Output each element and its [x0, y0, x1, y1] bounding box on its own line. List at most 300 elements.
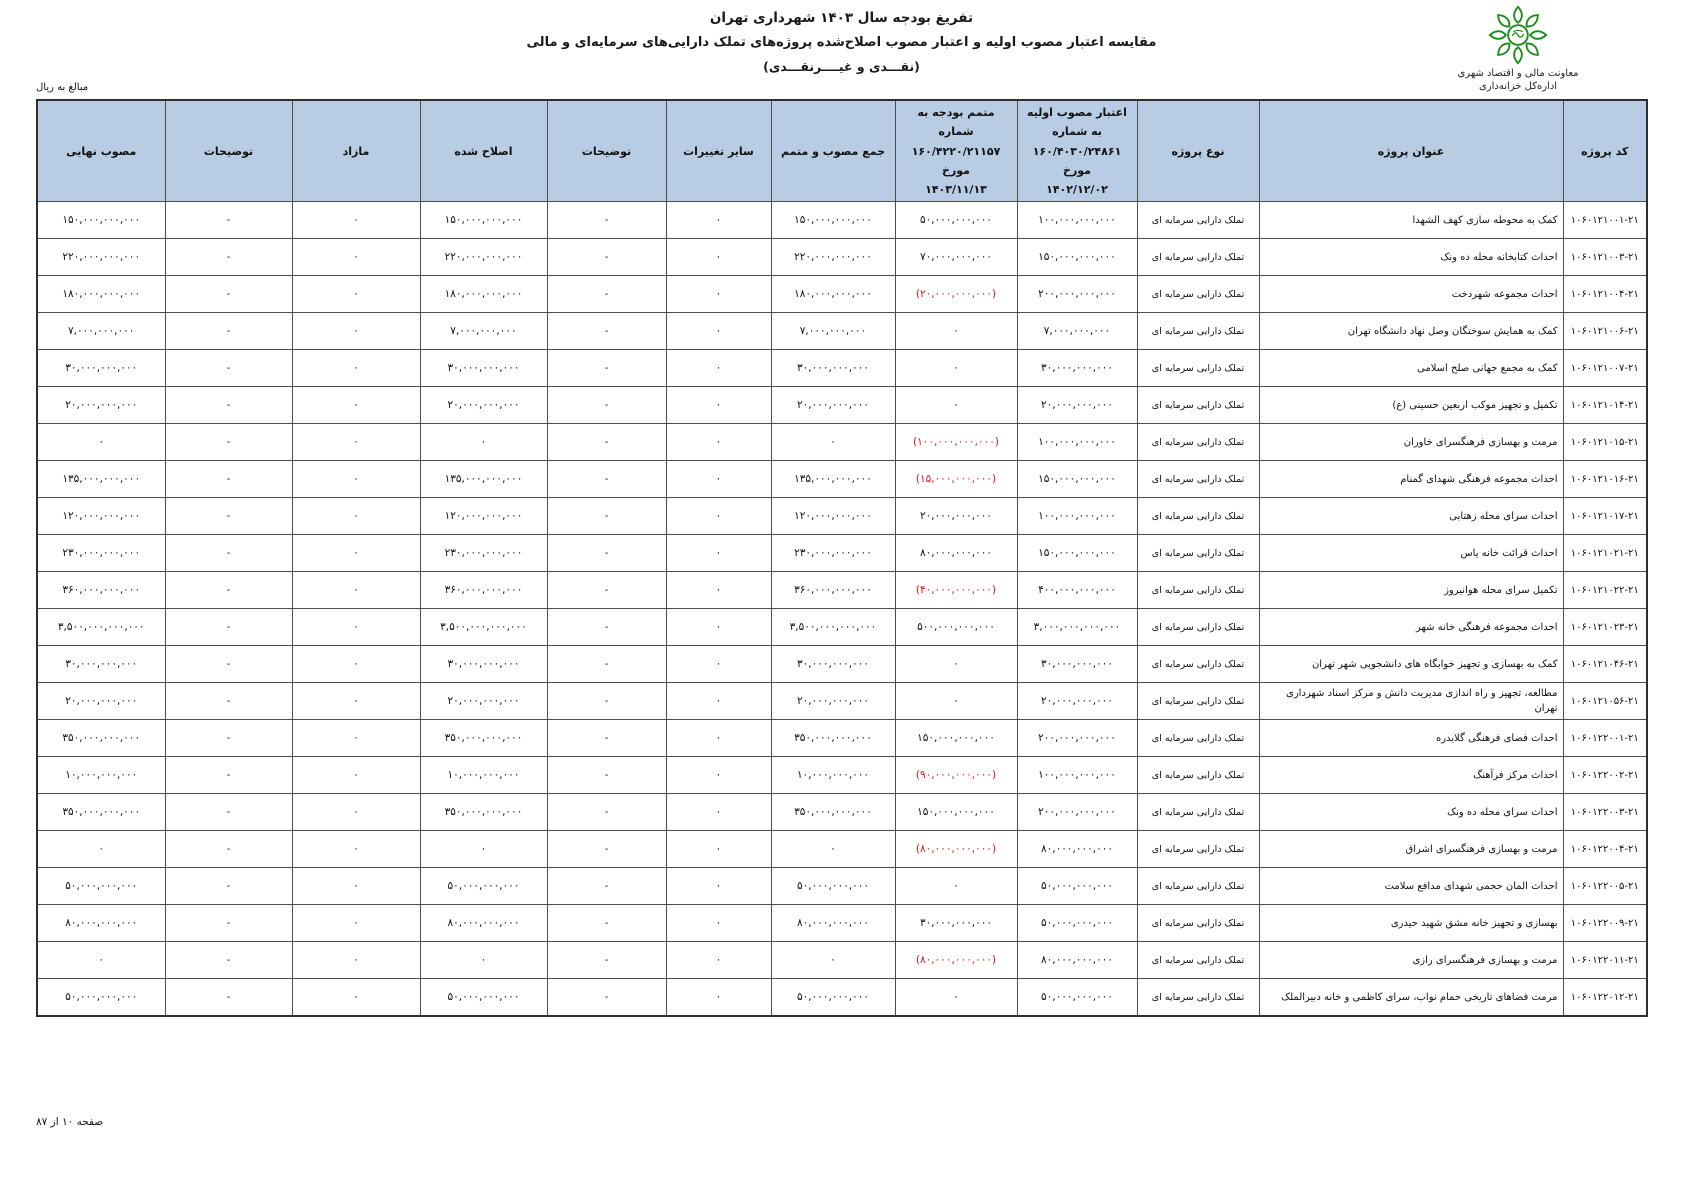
initial-credit-cell: ۱۵۰,۰۰۰,۰۰۰,۰۰۰ [1017, 535, 1137, 572]
header-other-changes: سایر تغییرات [666, 100, 771, 202]
header-initial-line3: ۱۴۰۲/۱۲/۰۲ [1046, 183, 1108, 196]
initial-credit-cell: ۱۰۰,۰۰۰,۰۰۰,۰۰۰ [1017, 757, 1137, 794]
final-approved-cell: ۳۵۰,۰۰۰,۰۰۰,۰۰۰ [37, 794, 165, 831]
other-changes-cell: ۰ [666, 720, 771, 757]
table-row [37, 868, 1647, 905]
initial-credit-cell: ۷,۰۰۰,۰۰۰,۰۰۰ [1017, 313, 1137, 350]
initial-credit-cell: ۳۰,۰۰۰,۰۰۰,۰۰۰ [1017, 350, 1137, 387]
other-changes-cell: ۰ [666, 572, 771, 609]
project-title-cell: تکمیل و تجهیز موکب اربعین حسینی (ع) [1259, 387, 1563, 424]
sum-approved-supplement-cell: ۳۰,۰۰۰,۰۰۰,۰۰۰ [771, 646, 895, 683]
initial-credit-cell: ۵۰,۰۰۰,۰۰۰,۰۰۰ [1017, 905, 1137, 942]
project-code-cell: ۱۰۶۰۱۲۲۰۱۲-۲۱ [1563, 979, 1647, 1016]
sum-approved-supplement-cell: ۱۵۰,۰۰۰,۰۰۰,۰۰۰ [771, 202, 895, 239]
sum-approved-supplement-cell: ۵۰,۰۰۰,۰۰۰,۰۰۰ [771, 979, 895, 1016]
surplus-cell: ۰ [292, 868, 420, 905]
table-row [37, 720, 1647, 757]
project-type-cell: تملک دارایی سرمایه ای [1137, 424, 1259, 461]
other-changes-cell: ۰ [666, 424, 771, 461]
final-approved-cell: ۲۳۰,۰۰۰,۰۰۰,۰۰۰ [37, 535, 165, 572]
surplus-cell: ۰ [292, 794, 420, 831]
header-final-approved: مصوب نهایی [37, 100, 165, 202]
other-changes-cell: ۰ [666, 609, 771, 646]
amended-cell: ۰ [420, 424, 547, 461]
table-row [37, 498, 1647, 535]
supplement-cell: ۵۰,۰۰۰,۰۰۰,۰۰۰ [895, 202, 1017, 239]
notes-cell: - [165, 831, 292, 868]
notes-cell: - [547, 276, 666, 313]
sum-approved-supplement-cell: ۱۲۰,۰۰۰,۰۰۰,۰۰۰ [771, 498, 895, 535]
initial-credit-cell: ۲۰۰,۰۰۰,۰۰۰,۰۰۰ [1017, 276, 1137, 313]
sum-approved-supplement-cell: ۳۵۰,۰۰۰,۰۰۰,۰۰۰ [771, 794, 895, 831]
sum-approved-supplement-cell: ۰ [771, 831, 895, 868]
supplement-cell: ۱۵۰,۰۰۰,۰۰۰,۰۰۰ [895, 794, 1017, 831]
project-code-cell: ۱۰۶۰۱۲۲۰۰۵-۲۱ [1563, 868, 1647, 905]
header-budget-supplement [895, 100, 1017, 202]
sum-approved-supplement-cell: ۱۳۵,۰۰۰,۰۰۰,۰۰۰ [771, 461, 895, 498]
notes-cell: - [547, 868, 666, 905]
notes-cell: - [165, 720, 292, 757]
notes-cell: - [547, 424, 666, 461]
organization-name-line1: معاونت مالی و اقتصاد شهری [1457, 68, 1579, 79]
amended-cell: ۵۰,۰۰۰,۰۰۰,۰۰۰ [420, 979, 547, 1016]
project-title-cell: مرمت و بهسازی فرهنگسرای خاوران [1259, 424, 1563, 461]
header-sum-approved-supplement: جمع مصوب و متمم [771, 100, 895, 202]
project-code-cell: ۱۰۶۰۱۲۱۰۲۱-۲۱ [1563, 535, 1647, 572]
table-row [37, 202, 1647, 239]
project-type-cell: تملک دارایی سرمایه ای [1137, 905, 1259, 942]
supplement-cell: ۰ [895, 313, 1017, 350]
project-type-cell: تملک دارایی سرمایه ای [1137, 646, 1259, 683]
header-notes-1: توضیحات [547, 100, 666, 202]
project-code-cell: ۱۰۶۰۱۲۱۰۰۶-۲۱ [1563, 313, 1647, 350]
supplement-cell: (۸۰,۰۰۰,۰۰۰,۰۰۰) [895, 831, 1017, 868]
surplus-cell: ۰ [292, 461, 420, 498]
project-type-cell: تملک دارایی سرمایه ای [1137, 831, 1259, 868]
project-code-cell: ۱۰۶۰۱۲۱۰۰۷-۲۱ [1563, 350, 1647, 387]
project-code-cell: ۱۰۶۰۱۲۱۰۲۲-۲۱ [1563, 572, 1647, 609]
table-row [37, 905, 1647, 942]
header-project-code: کد پروژه [1563, 100, 1647, 202]
notes-cell: - [165, 942, 292, 979]
notes-cell: - [547, 757, 666, 794]
table-row [37, 387, 1647, 424]
table-row [37, 942, 1647, 979]
final-approved-cell: ۳۵۰,۰۰۰,۰۰۰,۰۰۰ [37, 720, 165, 757]
notes-cell: - [547, 683, 666, 720]
project-title-cell: احداث مرکز فرآهنگ [1259, 757, 1563, 794]
table-row [37, 239, 1647, 276]
project-code-cell: ۱۰۶۰۱۲۱۰۰۱-۲۱ [1563, 202, 1647, 239]
notes-cell: - [547, 461, 666, 498]
final-approved-cell: ۱۲۰,۰۰۰,۰۰۰,۰۰۰ [37, 498, 165, 535]
table-row [37, 757, 1647, 794]
project-type-cell: تملک دارایی سرمایه ای [1137, 313, 1259, 350]
supplement-cell: ۰ [895, 683, 1017, 720]
final-approved-cell: ۳۶۰,۰۰۰,۰۰۰,۰۰۰ [37, 572, 165, 609]
final-approved-cell: ۵۰,۰۰۰,۰۰۰,۰۰۰ [37, 868, 165, 905]
supplement-cell: (۱۵,۰۰۰,۰۰۰,۰۰۰) [895, 461, 1017, 498]
project-code-cell: ۱۰۶۰۱۲۲۰۰۱-۲۱ [1563, 720, 1647, 757]
final-approved-cell: ۰ [37, 942, 165, 979]
sum-approved-supplement-cell: ۳۰,۰۰۰,۰۰۰,۰۰۰ [771, 350, 895, 387]
supplement-cell: (۲۰,۰۰۰,۰۰۰,۰۰۰) [895, 276, 1017, 313]
supplement-cell: ۰ [895, 979, 1017, 1016]
organization-name-line2: اداره‌کل خزانه‌داری [1478, 81, 1558, 92]
page-number: صفحه ۱۰ از ۸۷ [36, 1116, 104, 1128]
project-type-cell: تملک دارایی سرمایه ای [1137, 794, 1259, 831]
table-row [37, 683, 1647, 720]
supplement-cell: ۰ [895, 868, 1017, 905]
initial-credit-cell: ۱۰۰,۰۰۰,۰۰۰,۰۰۰ [1017, 424, 1137, 461]
initial-credit-cell: ۲۰,۰۰۰,۰۰۰,۰۰۰ [1017, 387, 1137, 424]
amended-cell: ۳۵۰,۰۰۰,۰۰۰,۰۰۰ [420, 720, 547, 757]
other-changes-cell: ۰ [666, 387, 771, 424]
initial-credit-cell: ۲۰,۰۰۰,۰۰۰,۰۰۰ [1017, 683, 1137, 720]
initial-credit-cell: ۵۰,۰۰۰,۰۰۰,۰۰۰ [1017, 979, 1137, 1016]
surplus-cell: ۰ [292, 387, 420, 424]
project-type-cell: تملک دارایی سرمایه ای [1137, 202, 1259, 239]
project-code-cell: ۱۰۶۰۱۲۱۰۰۳-۲۱ [1563, 239, 1647, 276]
supplement-cell: ۷۰,۰۰۰,۰۰۰,۰۰۰ [895, 239, 1017, 276]
notes-cell: - [165, 646, 292, 683]
initial-credit-cell: ۳۰,۰۰۰,۰۰۰,۰۰۰ [1017, 646, 1137, 683]
table-row [37, 313, 1647, 350]
page-title: تفریغ بودجه سال ۱۴۰۳ شهرداری تهران [709, 10, 974, 26]
table-row [37, 276, 1647, 313]
notes-cell: - [547, 942, 666, 979]
surplus-cell: ۰ [292, 720, 420, 757]
other-changes-cell: ۰ [666, 313, 771, 350]
notes-cell: - [547, 720, 666, 757]
notes-cell: - [165, 313, 292, 350]
project-type-cell: تملک دارایی سرمایه ای [1137, 276, 1259, 313]
notes-cell: - [165, 572, 292, 609]
initial-credit-cell: ۸۰,۰۰۰,۰۰۰,۰۰۰ [1017, 831, 1137, 868]
table-row [37, 424, 1647, 461]
project-title-cell: بهسازی و تجهیز خانه مشق شهید حیدری [1259, 905, 1563, 942]
amended-cell: ۲۰,۰۰۰,۰۰۰,۰۰۰ [420, 683, 547, 720]
project-title-cell: احداث قرائت خانه یاس [1259, 535, 1563, 572]
organization-logo-block [1432, 4, 1604, 92]
notes-cell: - [165, 239, 292, 276]
project-type-cell: تملک دارایی سرمایه ای [1137, 239, 1259, 276]
amended-cell: ۷,۰۰۰,۰۰۰,۰۰۰ [420, 313, 547, 350]
surplus-cell: ۰ [292, 646, 420, 683]
notes-cell: - [165, 350, 292, 387]
initial-credit-cell: ۲۰۰,۰۰۰,۰۰۰,۰۰۰ [1017, 720, 1137, 757]
project-title-cell: احداث سرای محله زهتابی [1259, 498, 1563, 535]
page-subtitle-cash-note: (نقـــدی و غیــــرنقـــدی) [763, 59, 920, 74]
project-type-cell: تملک دارایی سرمایه ای [1137, 461, 1259, 498]
project-code-cell: ۱۰۶۰۱۲۲۰۰۹-۲۱ [1563, 905, 1647, 942]
project-type-cell: تملک دارایی سرمایه ای [1137, 609, 1259, 646]
notes-cell: - [165, 868, 292, 905]
supplement-cell: (۹۰,۰۰۰,۰۰۰,۰۰۰) [895, 757, 1017, 794]
other-changes-cell: ۰ [666, 831, 771, 868]
budget-table-container [36, 99, 1648, 1017]
notes-cell: - [165, 535, 292, 572]
initial-credit-cell: ۱۰۰,۰۰۰,۰۰۰,۰۰۰ [1017, 498, 1137, 535]
amended-cell: ۱۵۰,۰۰۰,۰۰۰,۰۰۰ [420, 202, 547, 239]
surplus-cell: ۰ [292, 276, 420, 313]
notes-cell: - [547, 313, 666, 350]
project-type-cell: تملک دارایی سرمایه ای [1137, 572, 1259, 609]
surplus-cell: ۰ [292, 942, 420, 979]
final-approved-cell: ۳۰,۰۰۰,۰۰۰,۰۰۰ [37, 350, 165, 387]
header-supplement-line1: متمم بودجه به شماره [917, 106, 995, 139]
initial-credit-cell: ۴۰۰,۰۰۰,۰۰۰,۰۰۰ [1017, 572, 1137, 609]
notes-cell: - [165, 498, 292, 535]
other-changes-cell: ۰ [666, 794, 771, 831]
surplus-cell: ۰ [292, 683, 420, 720]
initial-credit-cell: ۸۰,۰۰۰,۰۰۰,۰۰۰ [1017, 942, 1137, 979]
final-approved-cell: ۳۰,۰۰۰,۰۰۰,۰۰۰ [37, 646, 165, 683]
header-supplement-line3: ۱۴۰۳/۱۱/۱۳ [925, 183, 987, 196]
notes-cell: - [165, 683, 292, 720]
notes-cell: - [547, 609, 666, 646]
amended-cell: ۰ [420, 831, 547, 868]
other-changes-cell: ۰ [666, 498, 771, 535]
final-approved-cell: ۰ [37, 831, 165, 868]
notes-cell: - [547, 387, 666, 424]
budget-table [36, 99, 1648, 1017]
other-changes-cell: ۰ [666, 683, 771, 720]
table-row [37, 461, 1647, 498]
header-project-title: عنوان پروژه [1259, 100, 1563, 202]
table-row [37, 535, 1647, 572]
supplement-cell: ۱۵۰,۰۰۰,۰۰۰,۰۰۰ [895, 720, 1017, 757]
project-code-cell: ۱۰۶۰۱۲۱۰۱۶-۲۱ [1563, 461, 1647, 498]
sum-approved-supplement-cell: ۸۰,۰۰۰,۰۰۰,۰۰۰ [771, 905, 895, 942]
notes-cell: - [547, 239, 666, 276]
supplement-cell: ۵۰۰,۰۰۰,۰۰۰,۰۰۰ [895, 609, 1017, 646]
sum-approved-supplement-cell: ۱۸۰,۰۰۰,۰۰۰,۰۰۰ [771, 276, 895, 313]
initial-credit-cell: ۲۰۰,۰۰۰,۰۰۰,۰۰۰ [1017, 794, 1137, 831]
other-changes-cell: ۰ [666, 535, 771, 572]
notes-cell: - [165, 757, 292, 794]
supplement-cell: ۸۰,۰۰۰,۰۰۰,۰۰۰ [895, 535, 1017, 572]
surplus-cell: ۰ [292, 202, 420, 239]
project-code-cell: ۱۰۶۰۱۲۲۰۰۳-۲۱ [1563, 794, 1647, 831]
sum-approved-supplement-cell: ۲۳۰,۰۰۰,۰۰۰,۰۰۰ [771, 535, 895, 572]
surplus-cell: ۰ [292, 498, 420, 535]
table-row [37, 794, 1647, 831]
project-code-cell: ۱۰۶۰۱۲۱۰۱۷-۲۱ [1563, 498, 1647, 535]
project-code-cell: ۱۰۶۰۱۲۱۰۴۶-۲۱ [1563, 646, 1647, 683]
surplus-cell: ۰ [292, 313, 420, 350]
final-approved-cell: ۵۰,۰۰۰,۰۰۰,۰۰۰ [37, 979, 165, 1016]
header-initial-approved-credit [1017, 100, 1137, 202]
notes-cell: - [547, 535, 666, 572]
supplement-cell: (۴۰,۰۰۰,۰۰۰,۰۰۰) [895, 572, 1017, 609]
surplus-cell: ۰ [292, 609, 420, 646]
amended-cell: ۳۰,۰۰۰,۰۰۰,۰۰۰ [420, 646, 547, 683]
surplus-cell: ۰ [292, 979, 420, 1016]
other-changes-cell: ۰ [666, 979, 771, 1016]
final-approved-cell: ۰ [37, 424, 165, 461]
table-row [37, 609, 1647, 646]
header-amended: اصلاح شده [420, 100, 547, 202]
project-type-cell: تملک دارایی سرمایه ای [1137, 942, 1259, 979]
project-type-cell: تملک دارایی سرمایه ای [1137, 683, 1259, 720]
project-title-cell: مرمت و بهسازی فرهنگسرای رازی [1259, 942, 1563, 979]
final-approved-cell: ۱۵۰,۰۰۰,۰۰۰,۰۰۰ [37, 202, 165, 239]
project-title-cell: تکمیل سرای محله هوانیروز [1259, 572, 1563, 609]
table-row [37, 831, 1647, 868]
surplus-cell: ۰ [292, 239, 420, 276]
notes-cell: - [547, 794, 666, 831]
surplus-cell: ۰ [292, 757, 420, 794]
surplus-cell: ۰ [292, 905, 420, 942]
final-approved-cell: ۲۰,۰۰۰,۰۰۰,۰۰۰ [37, 683, 165, 720]
header-notes-2: توضیحات [165, 100, 292, 202]
project-code-cell: ۱۰۶۰۱۲۱۰۵۶-۲۱ [1563, 683, 1647, 720]
document-title-block [0, 10, 1683, 74]
final-approved-cell: ۲۲۰,۰۰۰,۰۰۰,۰۰۰ [37, 239, 165, 276]
amended-cell: ۳۶۰,۰۰۰,۰۰۰,۰۰۰ [420, 572, 547, 609]
notes-cell: - [547, 350, 666, 387]
project-title-cell: احداث مجموعه شهردخت [1259, 276, 1563, 313]
header-initial-line2: ۱۶۰/۴۰۳۰/۲۴۸۶۱ مورخ [1032, 144, 1122, 177]
table-header-row [37, 100, 1647, 202]
notes-cell: - [165, 794, 292, 831]
project-code-cell: ۱۰۶۰۱۲۱۰۱۴-۲۱ [1563, 387, 1647, 424]
sum-approved-supplement-cell: ۱۰,۰۰۰,۰۰۰,۰۰۰ [771, 757, 895, 794]
project-title-cell: احداث کتابخانه محله ده ونک [1259, 239, 1563, 276]
project-title-cell: مرمت فضاهای تاریخی حمام نواب، سرای کاظمی و خانه دبیرالملک [1259, 979, 1563, 1016]
sum-approved-supplement-cell: ۳۶۰,۰۰۰,۰۰۰,۰۰۰ [771, 572, 895, 609]
notes-cell: - [547, 979, 666, 1016]
initial-credit-cell: ۱۵۰,۰۰۰,۰۰۰,۰۰۰ [1017, 239, 1137, 276]
surplus-cell: ۰ [292, 350, 420, 387]
project-title-cell: احداث مجموعه فرهنگی شهدای گمنام [1259, 461, 1563, 498]
currency-unit-note: مبالغ به ریال [36, 82, 89, 93]
project-type-cell: تملک دارایی سرمایه ای [1137, 387, 1259, 424]
page-subtitle: مقایسه اعتبار مصوب اولیه و اعتبار مصوب اصلاح‌شده پروژه‌های تملک دارایی‌های سرمایه‌ای و مالی [526, 35, 1157, 50]
header-supplement-line2: ۱۶۰/۴۲۲۰/۲۱۱۵۷ مورخ [911, 144, 1001, 177]
table-row [37, 350, 1647, 387]
sum-approved-supplement-cell: ۰ [771, 424, 895, 461]
notes-cell: - [165, 905, 292, 942]
final-approved-cell: ۲۰,۰۰۰,۰۰۰,۰۰۰ [37, 387, 165, 424]
project-title-cell: مرمت و بهسازی فرهنگسرای اشراق [1259, 831, 1563, 868]
project-type-cell: تملک دارایی سرمایه ای [1137, 720, 1259, 757]
notes-cell: - [547, 498, 666, 535]
other-changes-cell: ۰ [666, 202, 771, 239]
project-title-cell: کمک به مجمع جهانی صلح اسلامی [1259, 350, 1563, 387]
other-changes-cell: ۰ [666, 276, 771, 313]
initial-credit-cell: ۳,۰۰۰,۰۰۰,۰۰۰,۰۰۰ [1017, 609, 1137, 646]
project-type-cell: تملک دارایی سرمایه ای [1137, 979, 1259, 1016]
supplement-cell: ۰ [895, 350, 1017, 387]
table-row [37, 572, 1647, 609]
header-project-type: نوع پروژه [1137, 100, 1259, 202]
project-title-cell: کمک به محوطه سازی کهف الشهدا [1259, 202, 1563, 239]
project-code-cell: ۱۰۶۰۱۲۱۰۰۴-۲۱ [1563, 276, 1647, 313]
project-type-cell: تملک دارایی سرمایه ای [1137, 757, 1259, 794]
sum-approved-supplement-cell: ۷,۰۰۰,۰۰۰,۰۰۰ [771, 313, 895, 350]
project-code-cell: ۱۰۶۰۱۲۱۰۱۵-۲۱ [1563, 424, 1647, 461]
notes-cell: - [165, 202, 292, 239]
amended-cell: ۸۰,۰۰۰,۰۰۰,۰۰۰ [420, 905, 547, 942]
project-title-cell: احداث فضای فرهنگی گلایدره [1259, 720, 1563, 757]
notes-cell: - [547, 905, 666, 942]
table-row [37, 646, 1647, 683]
project-code-cell: ۱۰۶۰۱۲۲۰۱۱-۲۱ [1563, 942, 1647, 979]
project-title-cell: مطالعه، تجهیز و راه اندازی مدیریت دانش و مرکز اسناد شهرداری تهران [1259, 683, 1563, 720]
amended-cell: ۳۰,۰۰۰,۰۰۰,۰۰۰ [420, 350, 547, 387]
project-type-cell: تملک دارایی سرمایه ای [1137, 498, 1259, 535]
sum-approved-supplement-cell: ۳,۵۰۰,۰۰۰,۰۰۰,۰۰۰ [771, 609, 895, 646]
supplement-cell: ۰ [895, 387, 1017, 424]
project-title-cell: احداث مجموعه فرهنگی خانه شهر [1259, 609, 1563, 646]
amended-cell: ۳۵۰,۰۰۰,۰۰۰,۰۰۰ [420, 794, 547, 831]
notes-cell: - [165, 387, 292, 424]
final-approved-cell: ۳,۵۰۰,۰۰۰,۰۰۰,۰۰۰ [37, 609, 165, 646]
amended-cell: ۲۰,۰۰۰,۰۰۰,۰۰۰ [420, 387, 547, 424]
tehran-municipality-logo-icon [1488, 4, 1548, 66]
table-row [37, 979, 1647, 1016]
supplement-cell: ۲۰,۰۰۰,۰۰۰,۰۰۰ [895, 498, 1017, 535]
header-surplus: مازاد [292, 100, 420, 202]
other-changes-cell: ۰ [666, 757, 771, 794]
surplus-cell: ۰ [292, 424, 420, 461]
supplement-cell: (۸۰,۰۰۰,۰۰۰,۰۰۰) [895, 942, 1017, 979]
project-type-cell: تملک دارایی سرمایه ای [1137, 535, 1259, 572]
project-type-cell: تملک دارایی سرمایه ای [1137, 868, 1259, 905]
project-code-cell: ۱۰۶۰۱۲۲۰۰۲-۲۱ [1563, 757, 1647, 794]
supplement-cell: ۰ [895, 646, 1017, 683]
project-title-cell: کمک به بهسازی و تجهیز خوابگاه های دانشجویی شهر تهران [1259, 646, 1563, 683]
notes-cell: - [547, 572, 666, 609]
initial-credit-cell: ۱۵۰,۰۰۰,۰۰۰,۰۰۰ [1017, 461, 1137, 498]
initial-credit-cell: ۱۰۰,۰۰۰,۰۰۰,۰۰۰ [1017, 202, 1137, 239]
other-changes-cell: ۰ [666, 239, 771, 276]
amended-cell: ۳,۵۰۰,۰۰۰,۰۰۰,۰۰۰ [420, 609, 547, 646]
notes-cell: - [165, 424, 292, 461]
header-initial-line1: اعتبار مصوب اولیه به شماره [1027, 106, 1127, 139]
other-changes-cell: ۰ [666, 942, 771, 979]
final-approved-cell: ۸۰,۰۰۰,۰۰۰,۰۰۰ [37, 905, 165, 942]
project-title-cell: احداث المان حجمی شهدای مدافع سلامت [1259, 868, 1563, 905]
surplus-cell: ۰ [292, 572, 420, 609]
sum-approved-supplement-cell: ۲۲۰,۰۰۰,۰۰۰,۰۰۰ [771, 239, 895, 276]
surplus-cell: ۰ [292, 535, 420, 572]
surplus-cell: ۰ [292, 831, 420, 868]
other-changes-cell: ۰ [666, 461, 771, 498]
amended-cell: ۱۰,۰۰۰,۰۰۰,۰۰۰ [420, 757, 547, 794]
amended-cell: ۱۳۵,۰۰۰,۰۰۰,۰۰۰ [420, 461, 547, 498]
notes-cell: - [547, 646, 666, 683]
notes-cell: - [165, 609, 292, 646]
amended-cell: ۵۰,۰۰۰,۰۰۰,۰۰۰ [420, 868, 547, 905]
amended-cell: ۲۲۰,۰۰۰,۰۰۰,۰۰۰ [420, 239, 547, 276]
project-type-cell: تملک دارایی سرمایه ای [1137, 350, 1259, 387]
amended-cell: ۰ [420, 942, 547, 979]
notes-cell: - [165, 461, 292, 498]
other-changes-cell: ۰ [666, 350, 771, 387]
notes-cell: - [547, 831, 666, 868]
initial-credit-cell: ۵۰,۰۰۰,۰۰۰,۰۰۰ [1017, 868, 1137, 905]
sum-approved-supplement-cell: ۳۵۰,۰۰۰,۰۰۰,۰۰۰ [771, 720, 895, 757]
final-approved-cell: ۷,۰۰۰,۰۰۰,۰۰۰ [37, 313, 165, 350]
final-approved-cell: ۱۳۵,۰۰۰,۰۰۰,۰۰۰ [37, 461, 165, 498]
sum-approved-supplement-cell: ۲۰,۰۰۰,۰۰۰,۰۰۰ [771, 683, 895, 720]
sum-approved-supplement-cell: ۲۰,۰۰۰,۰۰۰,۰۰۰ [771, 387, 895, 424]
amended-cell: ۲۳۰,۰۰۰,۰۰۰,۰۰۰ [420, 535, 547, 572]
notes-cell: - [165, 276, 292, 313]
